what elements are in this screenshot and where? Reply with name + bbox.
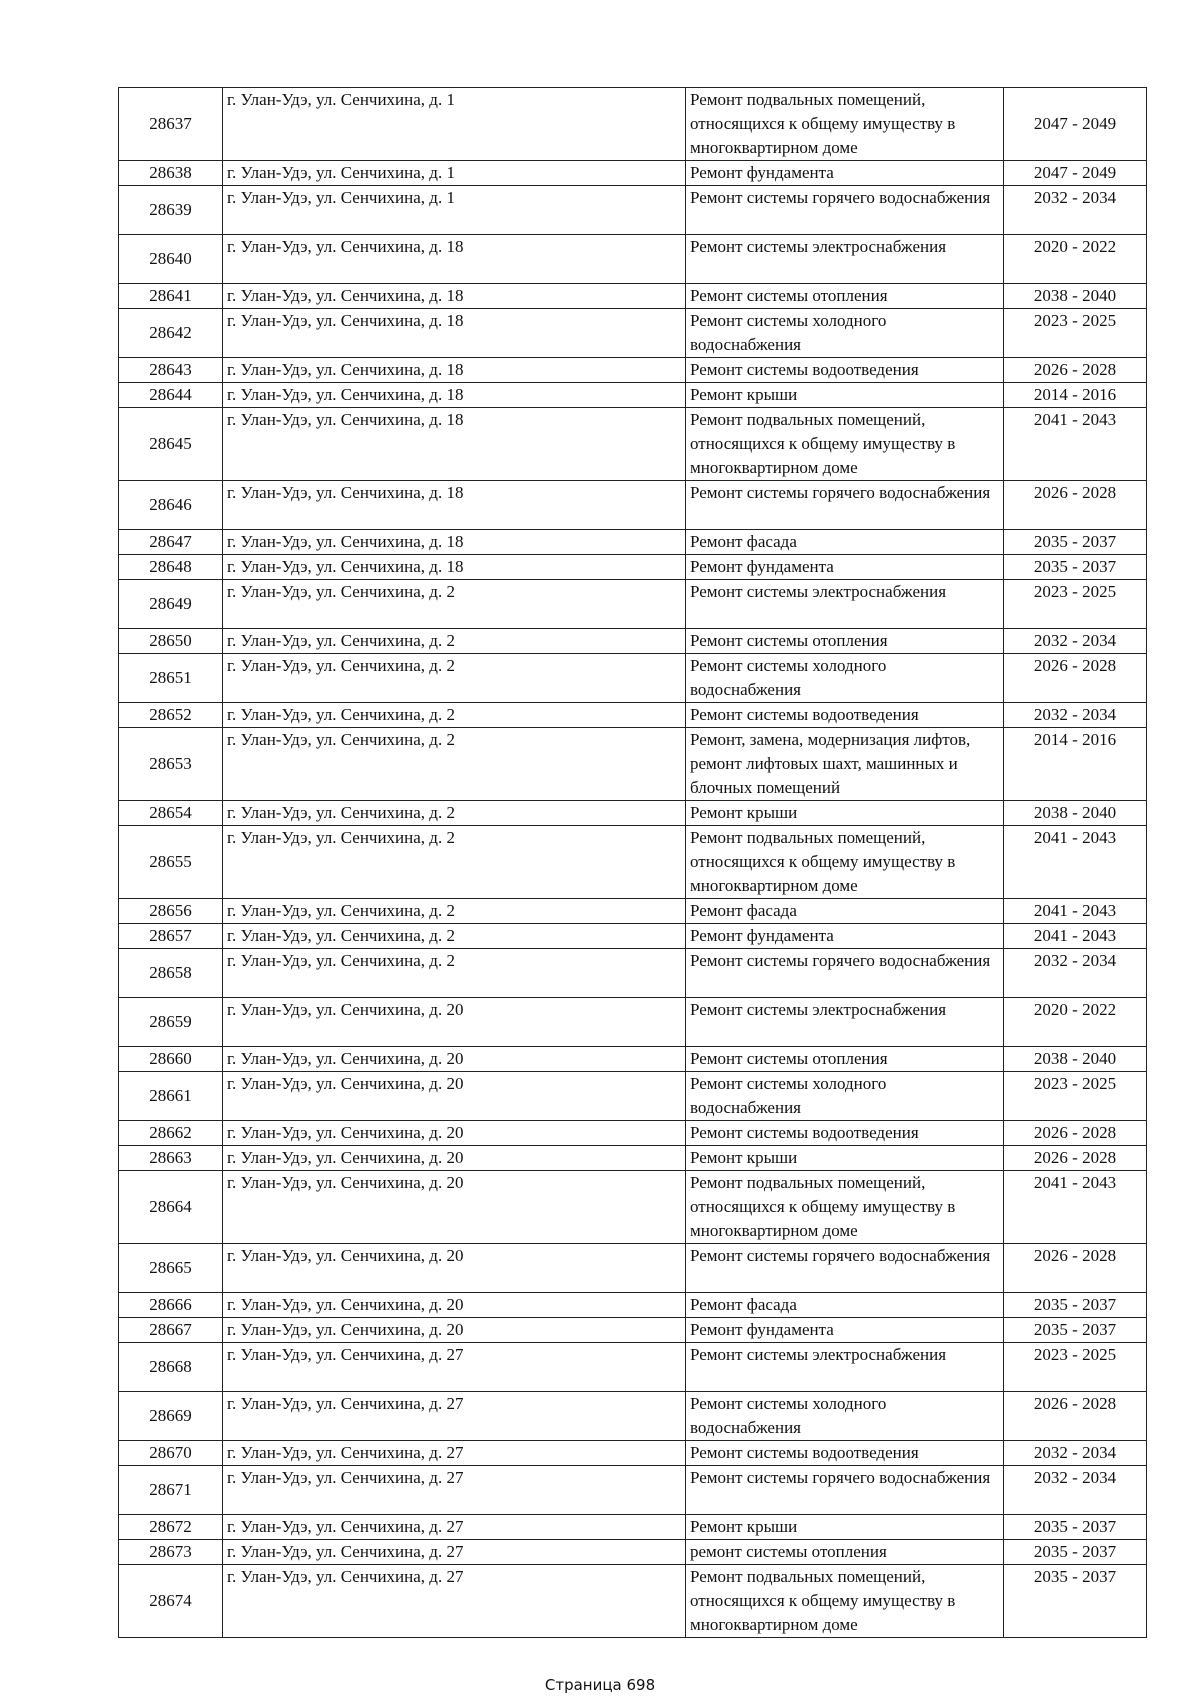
address-cell: г. Улан-Удэ, ул. Сенчихина, д. 20: [223, 1293, 686, 1318]
period-cell: 2014 - 2016: [1004, 728, 1147, 801]
row-number: 28653: [119, 728, 223, 801]
row-number: 28652: [119, 703, 223, 728]
row-number: 28655: [119, 826, 223, 899]
table-row: [119, 1171, 1147, 1244]
row-number: 28662: [119, 1121, 223, 1146]
table-row: [119, 186, 1147, 235]
work-cell: Ремонт системы холодного водоснабжения: [686, 309, 1004, 358]
row-number: 28641: [119, 284, 223, 309]
address-cell: г. Улан-Удэ, ул. Сенчихина, д. 27: [223, 1441, 686, 1466]
address-cell: г. Улан-Удэ, ул. Сенчихина, д. 20: [223, 1047, 686, 1072]
address-cell: г. Улан-Удэ, ул. Сенчихина, д. 1: [223, 88, 686, 161]
period-cell: 2026 - 2028: [1004, 358, 1147, 383]
table-row: [119, 801, 1147, 826]
table-row: [119, 1072, 1147, 1121]
work-cell: Ремонт системы электроснабжения: [686, 1343, 1004, 1392]
address-cell: г. Улан-Удэ, ул. Сенчихина, д. 2: [223, 899, 686, 924]
period-cell: 2032 - 2034: [1004, 1466, 1147, 1515]
table-row: [119, 949, 1147, 998]
address-cell: г. Улан-Удэ, ул. Сенчихина, д. 18: [223, 358, 686, 383]
period-cell: 2026 - 2028: [1004, 481, 1147, 530]
work-cell: Ремонт системы электроснабжения: [686, 580, 1004, 629]
table-row: [119, 1392, 1147, 1441]
address-cell: г. Улан-Удэ, ул. Сенчихина, д. 27: [223, 1392, 686, 1441]
row-number: 28643: [119, 358, 223, 383]
row-number: 28661: [119, 1072, 223, 1121]
period-cell: 2023 - 2025: [1004, 1072, 1147, 1121]
table-row: [119, 481, 1147, 530]
table-row: [119, 1565, 1147, 1638]
row-number: 28671: [119, 1466, 223, 1515]
table-row: [119, 555, 1147, 580]
work-cell: Ремонт системы горячего водоснабжения: [686, 1466, 1004, 1515]
address-cell: г. Улан-Удэ, ул. Сенчихина, д. 18: [223, 309, 686, 358]
period-cell: 2035 - 2037: [1004, 1515, 1147, 1540]
address-cell: г. Улан-Удэ, ул. Сенчихина, д. 20: [223, 1244, 686, 1293]
period-cell: 2035 - 2037: [1004, 1565, 1147, 1638]
table-row: [119, 629, 1147, 654]
period-cell: 2026 - 2028: [1004, 1121, 1147, 1146]
work-cell: Ремонт системы водоотведения: [686, 703, 1004, 728]
row-number: 28666: [119, 1293, 223, 1318]
row-number: 28669: [119, 1392, 223, 1441]
table-row: [119, 924, 1147, 949]
table-row: [119, 654, 1147, 703]
address-cell: г. Улан-Удэ, ул. Сенчихина, д. 2: [223, 629, 686, 654]
address-cell: г. Улан-Удэ, ул. Сенчихина, д. 18: [223, 235, 686, 284]
period-cell: 2026 - 2028: [1004, 1146, 1147, 1171]
table-row: [119, 1515, 1147, 1540]
period-cell: 2041 - 2043: [1004, 899, 1147, 924]
work-cell: Ремонт системы отопления: [686, 1047, 1004, 1072]
work-cell: Ремонт крыши: [686, 801, 1004, 826]
row-number: 28644: [119, 383, 223, 408]
row-number: 28670: [119, 1441, 223, 1466]
table-row: [119, 899, 1147, 924]
work-cell: Ремонт подвальных помещений, относящихся к общему имуществу в многоквартирном доме: [686, 408, 1004, 481]
work-cell: Ремонт фасада: [686, 530, 1004, 555]
period-cell: 2032 - 2034: [1004, 949, 1147, 998]
period-cell: 2047 - 2049: [1004, 161, 1147, 186]
address-cell: г. Улан-Удэ, ул. Сенчихина, д. 20: [223, 1146, 686, 1171]
work-cell: Ремонт системы отопления: [686, 629, 1004, 654]
address-cell: г. Улан-Удэ, ул. Сенчихина, д. 20: [223, 1171, 686, 1244]
address-cell: г. Улан-Удэ, ул. Сенчихина, д. 2: [223, 801, 686, 826]
row-number: 28667: [119, 1318, 223, 1343]
work-cell: Ремонт крыши: [686, 383, 1004, 408]
table-row: [119, 284, 1147, 309]
table-row: [119, 309, 1147, 358]
table-row: [119, 1146, 1147, 1171]
address-cell: г. Улан-Удэ, ул. Сенчихина, д. 18: [223, 383, 686, 408]
table-row: [119, 1466, 1147, 1515]
address-cell: г. Улан-Удэ, ул. Сенчихина, д. 20: [223, 1121, 686, 1146]
period-cell: 2026 - 2028: [1004, 1392, 1147, 1441]
period-cell: 2035 - 2037: [1004, 530, 1147, 555]
row-number: 28650: [119, 629, 223, 654]
period-cell: 2035 - 2037: [1004, 1318, 1147, 1343]
work-cell: Ремонт крыши: [686, 1146, 1004, 1171]
row-number: 28657: [119, 924, 223, 949]
table-row: [119, 1293, 1147, 1318]
table-row: [119, 826, 1147, 899]
work-cell: Ремонт системы отопления: [686, 284, 1004, 309]
address-cell: г. Улан-Удэ, ул. Сенчихина, д. 2: [223, 580, 686, 629]
period-cell: 2020 - 2022: [1004, 998, 1147, 1047]
work-cell: Ремонт системы холодного водоснабжения: [686, 1392, 1004, 1441]
period-cell: 2038 - 2040: [1004, 1047, 1147, 1072]
work-cell: Ремонт фасада: [686, 1293, 1004, 1318]
row-number: 28639: [119, 186, 223, 235]
address-cell: г. Улан-Удэ, ул. Сенчихина, д. 27: [223, 1466, 686, 1515]
address-cell: г. Улан-Удэ, ул. Сенчихина, д. 18: [223, 284, 686, 309]
row-number: 28654: [119, 801, 223, 826]
period-cell: 2038 - 2040: [1004, 284, 1147, 309]
work-cell: Ремонт фасада: [686, 899, 1004, 924]
work-cell: Ремонт системы электроснабжения: [686, 235, 1004, 284]
work-cell: Ремонт, замена, модернизация лифтов, ремонт лифтовых шахт, машинных и блочных помещений: [686, 728, 1004, 801]
period-cell: 2014 - 2016: [1004, 383, 1147, 408]
period-cell: 2047 - 2049: [1004, 88, 1147, 161]
work-cell: Ремонт системы холодного водоснабжения: [686, 1072, 1004, 1121]
row-number: 28674: [119, 1565, 223, 1638]
address-cell: г. Улан-Удэ, ул. Сенчихина, д. 27: [223, 1565, 686, 1638]
table-row: [119, 1441, 1147, 1466]
table-row: [119, 998, 1147, 1047]
period-cell: 2041 - 2043: [1004, 826, 1147, 899]
address-cell: г. Улан-Удэ, ул. Сенчихина, д. 2: [223, 826, 686, 899]
address-cell: г. Улан-Удэ, ул. Сенчихина, д. 2: [223, 703, 686, 728]
address-cell: г. Улан-Удэ, ул. Сенчихина, д. 27: [223, 1540, 686, 1565]
row-number: 28658: [119, 949, 223, 998]
period-cell: 2035 - 2037: [1004, 1540, 1147, 1565]
work-cell: Ремонт системы холодного водоснабжения: [686, 654, 1004, 703]
address-cell: г. Улан-Удэ, ул. Сенчихина, д. 27: [223, 1515, 686, 1540]
work-cell: Ремонт системы водоотведения: [686, 1121, 1004, 1146]
work-cell: Ремонт системы водоотведения: [686, 358, 1004, 383]
address-cell: г. Улан-Удэ, ул. Сенчихина, д. 2: [223, 949, 686, 998]
work-cell: ремонт системы отопления: [686, 1540, 1004, 1565]
address-cell: г. Улан-Удэ, ул. Сенчихина, д. 2: [223, 654, 686, 703]
address-cell: г. Улан-Удэ, ул. Сенчихина, д. 1: [223, 161, 686, 186]
page-number: Страница 698: [544, 1676, 656, 1694]
row-number: 28637: [119, 88, 223, 161]
period-cell: 2023 - 2025: [1004, 580, 1147, 629]
address-cell: г. Улан-Удэ, ул. Сенчихина, д. 27: [223, 1343, 686, 1392]
address-cell: г. Улан-Удэ, ул. Сенчихина, д. 2: [223, 924, 686, 949]
period-cell: 2023 - 2025: [1004, 309, 1147, 358]
work-cell: Ремонт системы горячего водоснабжения: [686, 186, 1004, 235]
table-row: [119, 1047, 1147, 1072]
work-cell: Ремонт подвальных помещений, относящихся к общему имуществу в многоквартирном доме: [686, 1171, 1004, 1244]
period-cell: 2032 - 2034: [1004, 186, 1147, 235]
address-cell: г. Улан-Удэ, ул. Сенчихина, д. 2: [223, 728, 686, 801]
row-number: 28668: [119, 1343, 223, 1392]
row-number: 28673: [119, 1540, 223, 1565]
work-cell: Ремонт системы горячего водоснабжения: [686, 949, 1004, 998]
works-table: [118, 87, 1147, 1638]
work-cell: Ремонт крыши: [686, 1515, 1004, 1540]
row-number: 28646: [119, 481, 223, 530]
work-cell: Ремонт фундамента: [686, 1318, 1004, 1343]
work-cell: Ремонт подвальных помещений, относящихся к общему имуществу в многоквартирном доме: [686, 1565, 1004, 1638]
period-cell: 2026 - 2028: [1004, 1244, 1147, 1293]
period-cell: 2038 - 2040: [1004, 801, 1147, 826]
table-row: [119, 408, 1147, 481]
row-number: 28647: [119, 530, 223, 555]
table-row: [119, 1343, 1147, 1392]
period-cell: 2032 - 2034: [1004, 629, 1147, 654]
work-cell: Ремонт подвальных помещений, относящихся к общему имуществу в многоквартирном доме: [686, 826, 1004, 899]
period-cell: 2032 - 2034: [1004, 1441, 1147, 1466]
row-number: 28660: [119, 1047, 223, 1072]
row-number: 28642: [119, 309, 223, 358]
table-row: [119, 703, 1147, 728]
address-cell: г. Улан-Удэ, ул. Сенчихина, д. 18: [223, 530, 686, 555]
table-row: [119, 383, 1147, 408]
row-number: 28663: [119, 1146, 223, 1171]
period-cell: 2035 - 2037: [1004, 555, 1147, 580]
row-number: 28648: [119, 555, 223, 580]
work-cell: Ремонт системы горячего водоснабжения: [686, 1244, 1004, 1293]
work-cell: Ремонт системы горячего водоснабжения: [686, 481, 1004, 530]
address-cell: г. Улан-Удэ, ул. Сенчихина, д. 18: [223, 408, 686, 481]
work-cell: Ремонт системы водоотведения: [686, 1441, 1004, 1466]
address-cell: г. Улан-Удэ, ул. Сенчихина, д. 20: [223, 1072, 686, 1121]
work-cell: Ремонт фундамента: [686, 924, 1004, 949]
row-number: 28656: [119, 899, 223, 924]
row-number: 28672: [119, 1515, 223, 1540]
table-row: [119, 1121, 1147, 1146]
row-number: 28645: [119, 408, 223, 481]
table-row: [119, 88, 1147, 161]
period-cell: 2041 - 2043: [1004, 408, 1147, 481]
period-cell: 2035 - 2037: [1004, 1293, 1147, 1318]
address-cell: г. Улан-Удэ, ул. Сенчихина, д. 20: [223, 998, 686, 1047]
period-cell: 2041 - 2043: [1004, 924, 1147, 949]
row-number: 28640: [119, 235, 223, 284]
period-cell: 2020 - 2022: [1004, 235, 1147, 284]
address-cell: г. Улан-Удэ, ул. Сенчихина, д. 18: [223, 555, 686, 580]
work-cell: Ремонт фундамента: [686, 161, 1004, 186]
address-cell: г. Улан-Удэ, ул. Сенчихина, д. 1: [223, 186, 686, 235]
table-row: [119, 358, 1147, 383]
row-number: 28649: [119, 580, 223, 629]
period-cell: 2032 - 2034: [1004, 703, 1147, 728]
address-cell: г. Улан-Удэ, ул. Сенчихина, д. 18: [223, 481, 686, 530]
table-row: [119, 1318, 1147, 1343]
table-row: [119, 1540, 1147, 1565]
period-cell: 2041 - 2043: [1004, 1171, 1147, 1244]
row-number: 28665: [119, 1244, 223, 1293]
period-cell: 2023 - 2025: [1004, 1343, 1147, 1392]
address-cell: г. Улан-Удэ, ул. Сенчихина, д. 20: [223, 1318, 686, 1343]
table-row: [119, 235, 1147, 284]
period-cell: 2026 - 2028: [1004, 654, 1147, 703]
table-row: [119, 161, 1147, 186]
work-cell: Ремонт системы электроснабжения: [686, 998, 1004, 1047]
row-number: 28659: [119, 998, 223, 1047]
row-number: 28651: [119, 654, 223, 703]
table-row: [119, 728, 1147, 801]
work-cell: Ремонт фундамента: [686, 555, 1004, 580]
table-row: [119, 580, 1147, 629]
table-row: [119, 530, 1147, 555]
row-number: 28638: [119, 161, 223, 186]
row-number: 28664: [119, 1171, 223, 1244]
work-cell: Ремонт подвальных помещений, относящихся к общему имуществу в многоквартирном доме: [686, 88, 1004, 161]
table-row: [119, 1244, 1147, 1293]
